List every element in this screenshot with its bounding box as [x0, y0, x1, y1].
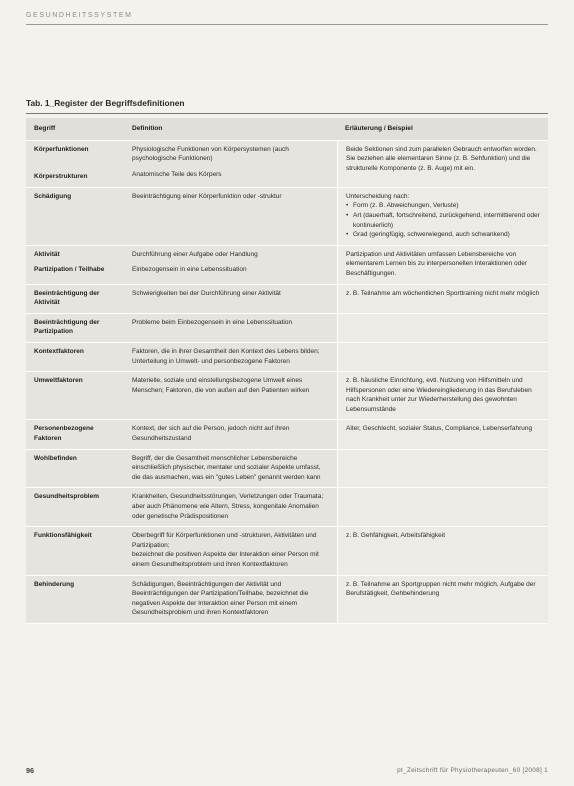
term-label: Aktivität: [34, 250, 60, 258]
term-cell: Gesundheitsproblem: [26, 488, 124, 527]
table-row: [26, 188, 548, 246]
explanation-cell: [337, 188, 548, 246]
term-cell: Behinderung: [26, 576, 124, 624]
definition-cell: Schwierigkeiten bei der Durchführung einer Aktivität: [124, 285, 337, 314]
explanation-cell: [337, 314, 548, 343]
header-rule: [26, 24, 548, 25]
definition-cell: Krankheiten, Gesundheitsstörungen, Verletzungen oder Traumata; aber auch Phänomene wie Altern, Stress, kongenitale Anomalien oder genetische Prädispositionen: [124, 488, 337, 527]
explanation-cell: z. B. häusliche Einrichtung, evtl. Nutzung von Hilfsmitteln und Hilfspersonen oder eine Wiedereingliederung in das Berufsleben nach Krankheit unter zur Wiederherstellung des gewohnten Lebensumstände: [337, 372, 548, 420]
table-caption: Tab. 1_Register der Begriffsdefinitionen: [26, 98, 185, 108]
definition-cell: [124, 246, 337, 285]
table-row: [26, 285, 548, 314]
table-row: [26, 141, 548, 188]
table-row: [26, 527, 548, 575]
term-cell: Wohlbefinden: [26, 450, 124, 489]
explanation-cell: Beide Sektionen sind zum parallelen Gebrauch entworfen worden. Sie beziehen alle elementaren Sinne (z. B. Sehfunktion) und die strukturelle Komponente (z. B. Auge) mit ein.: [337, 141, 548, 188]
column-header-explanation: Erläuterung / Beispiel: [337, 118, 548, 141]
definition-cell: [124, 527, 337, 575]
explanation-cell: Partizipation und Aktivitäten umfassen Lebensbereiche von elementarem Lernen bis zu interpersonellen Interaktionen oder Beschäftigungen.: [337, 246, 548, 285]
definition-text: Einbezogensein in eine Lebenssituation: [132, 266, 247, 274]
definition-text: Anatomische Teile des Körpers: [132, 170, 222, 178]
table-row: [26, 488, 548, 527]
definition-cell: [124, 141, 337, 188]
table-row: [26, 246, 548, 285]
explanation-cell: z. B. Teilnahme am wöchentlichen Sporttraining nicht mehr möglich: [337, 285, 548, 314]
definition-text: Durchführung einer Aufgabe oder Handlung: [132, 250, 258, 258]
definition-text: Physiologische Funktionen von Körpersystemen (auch psychologische Funktionen): [132, 145, 289, 163]
term-cell: Personenbezogene Faktoren: [26, 420, 124, 449]
column-header-term: Begriff: [26, 118, 124, 141]
list-item: • Grad (geringfügig, schwerwiegend, auch schwankend): [353, 230, 542, 240]
term-cell: Umweltfaktoren: [26, 372, 124, 420]
explanation-cell: Alter, Geschlecht, sozialer Status, Compliance, Lebenserfahrung: [337, 420, 548, 449]
term-label: Körperfunktionen: [34, 145, 89, 153]
table-row: [26, 343, 548, 372]
table-row: [26, 372, 548, 420]
journal-reference: pt_Zeitschrift für Physiotherapeuten_60 [2008] 1: [397, 767, 548, 774]
term-label: Partizipation / Teilhabe: [34, 266, 105, 274]
term-cell: Beeinträchtigung der Aktivität: [26, 285, 124, 314]
definition-cell: Kontext, der sich auf die Person, jedoch nicht auf ihren Gesundheitszustand: [124, 420, 337, 449]
explanation-cell: [337, 450, 548, 489]
definition-cell: Begriff, der die Gesamtheit menschlicher Lebensbereiche einschließlich physischer, mentaler und sozialer Aspekte umfasst, die das ausmachen, was ein "gutes Leben" genannt werden kann: [124, 450, 337, 489]
list-item: • Art (dauerhaft, fortschreitend, zurückgehend, intermittierend oder kontinuierlich): [353, 211, 542, 230]
term-label: Körperstrukturen: [34, 173, 88, 181]
term-cell: Funktionsfähigkeit: [26, 527, 124, 575]
term-cell: [26, 141, 124, 188]
definition-text: Unterteilung in Umwelt- und personbezogene Faktoren: [132, 357, 290, 365]
explanation-intro: Unterscheidung nach:: [346, 192, 410, 200]
bullet-list: [346, 201, 542, 239]
explanation-cell: [337, 343, 548, 372]
page-number: 96: [26, 766, 34, 775]
definition-cell: Beeinträchtigung einer Körperfunktion oder -struktur: [124, 188, 337, 246]
table-row: [26, 450, 548, 489]
definition-text: Oberbegriff für Körperfunktionen und -strukturen, Aktivitäten und Partizipation;: [132, 532, 317, 549]
table-row: [26, 314, 548, 343]
term-cell: [26, 246, 124, 285]
explanation-cell: [337, 488, 548, 527]
term-cell: Schädigung: [26, 188, 124, 246]
definition-cell: Materielle, soziale und einstellungsbezogene Umwelt eines Menschen; Faktoren, die von außen auf den Patienten wirken: [124, 372, 337, 420]
definitions-table: [26, 118, 548, 624]
caption-rule: [26, 113, 548, 114]
term-cell: Kontextfaktoren: [26, 343, 124, 372]
term-cell: Beeinträchtigung der Partizipation: [26, 314, 124, 343]
table-header-row: [26, 118, 548, 141]
column-header-definition: Definition: [124, 118, 337, 141]
explanation-cell: z. B. Teilnahme an Sportgruppen nicht mehr möglich, Aufgabe der Berufstätigkeit, Gehbehinderung: [337, 576, 548, 624]
section-header: GESUNDHEITSSYSTEM: [26, 12, 133, 19]
table-row: [26, 576, 548, 624]
definition-text: bezeichnet die positiven Aspekte der Interaktion einer Person mit einem Gesundheitsproblem und ihren Kontextfaktoren: [132, 551, 319, 568]
table-row: [26, 420, 548, 449]
definition-cell: Probleme beim Einbezogensein in eine Lebenssituation: [124, 314, 337, 343]
definition-cell: Schädigungen, Beeinträchtigungen der Aktivität und Beeinträchtigungen der Partizipation/Teilhabe, bezeichnet die negativen Aspekte der Interaktion einer Person mit einem Gesundheitsproblem und ihren Kontextfaktoren: [124, 576, 337, 624]
explanation-cell: z. B. Gehfähigkeit, Arbeitsfähigkeit: [337, 527, 548, 575]
list-item: • Form (z. B. Abweichungen, Verluste): [353, 201, 542, 211]
definition-cell: [124, 343, 337, 372]
definition-text: Faktoren, die in ihrer Gesamtheit den Kontext des Lebens bilden;: [132, 347, 320, 355]
